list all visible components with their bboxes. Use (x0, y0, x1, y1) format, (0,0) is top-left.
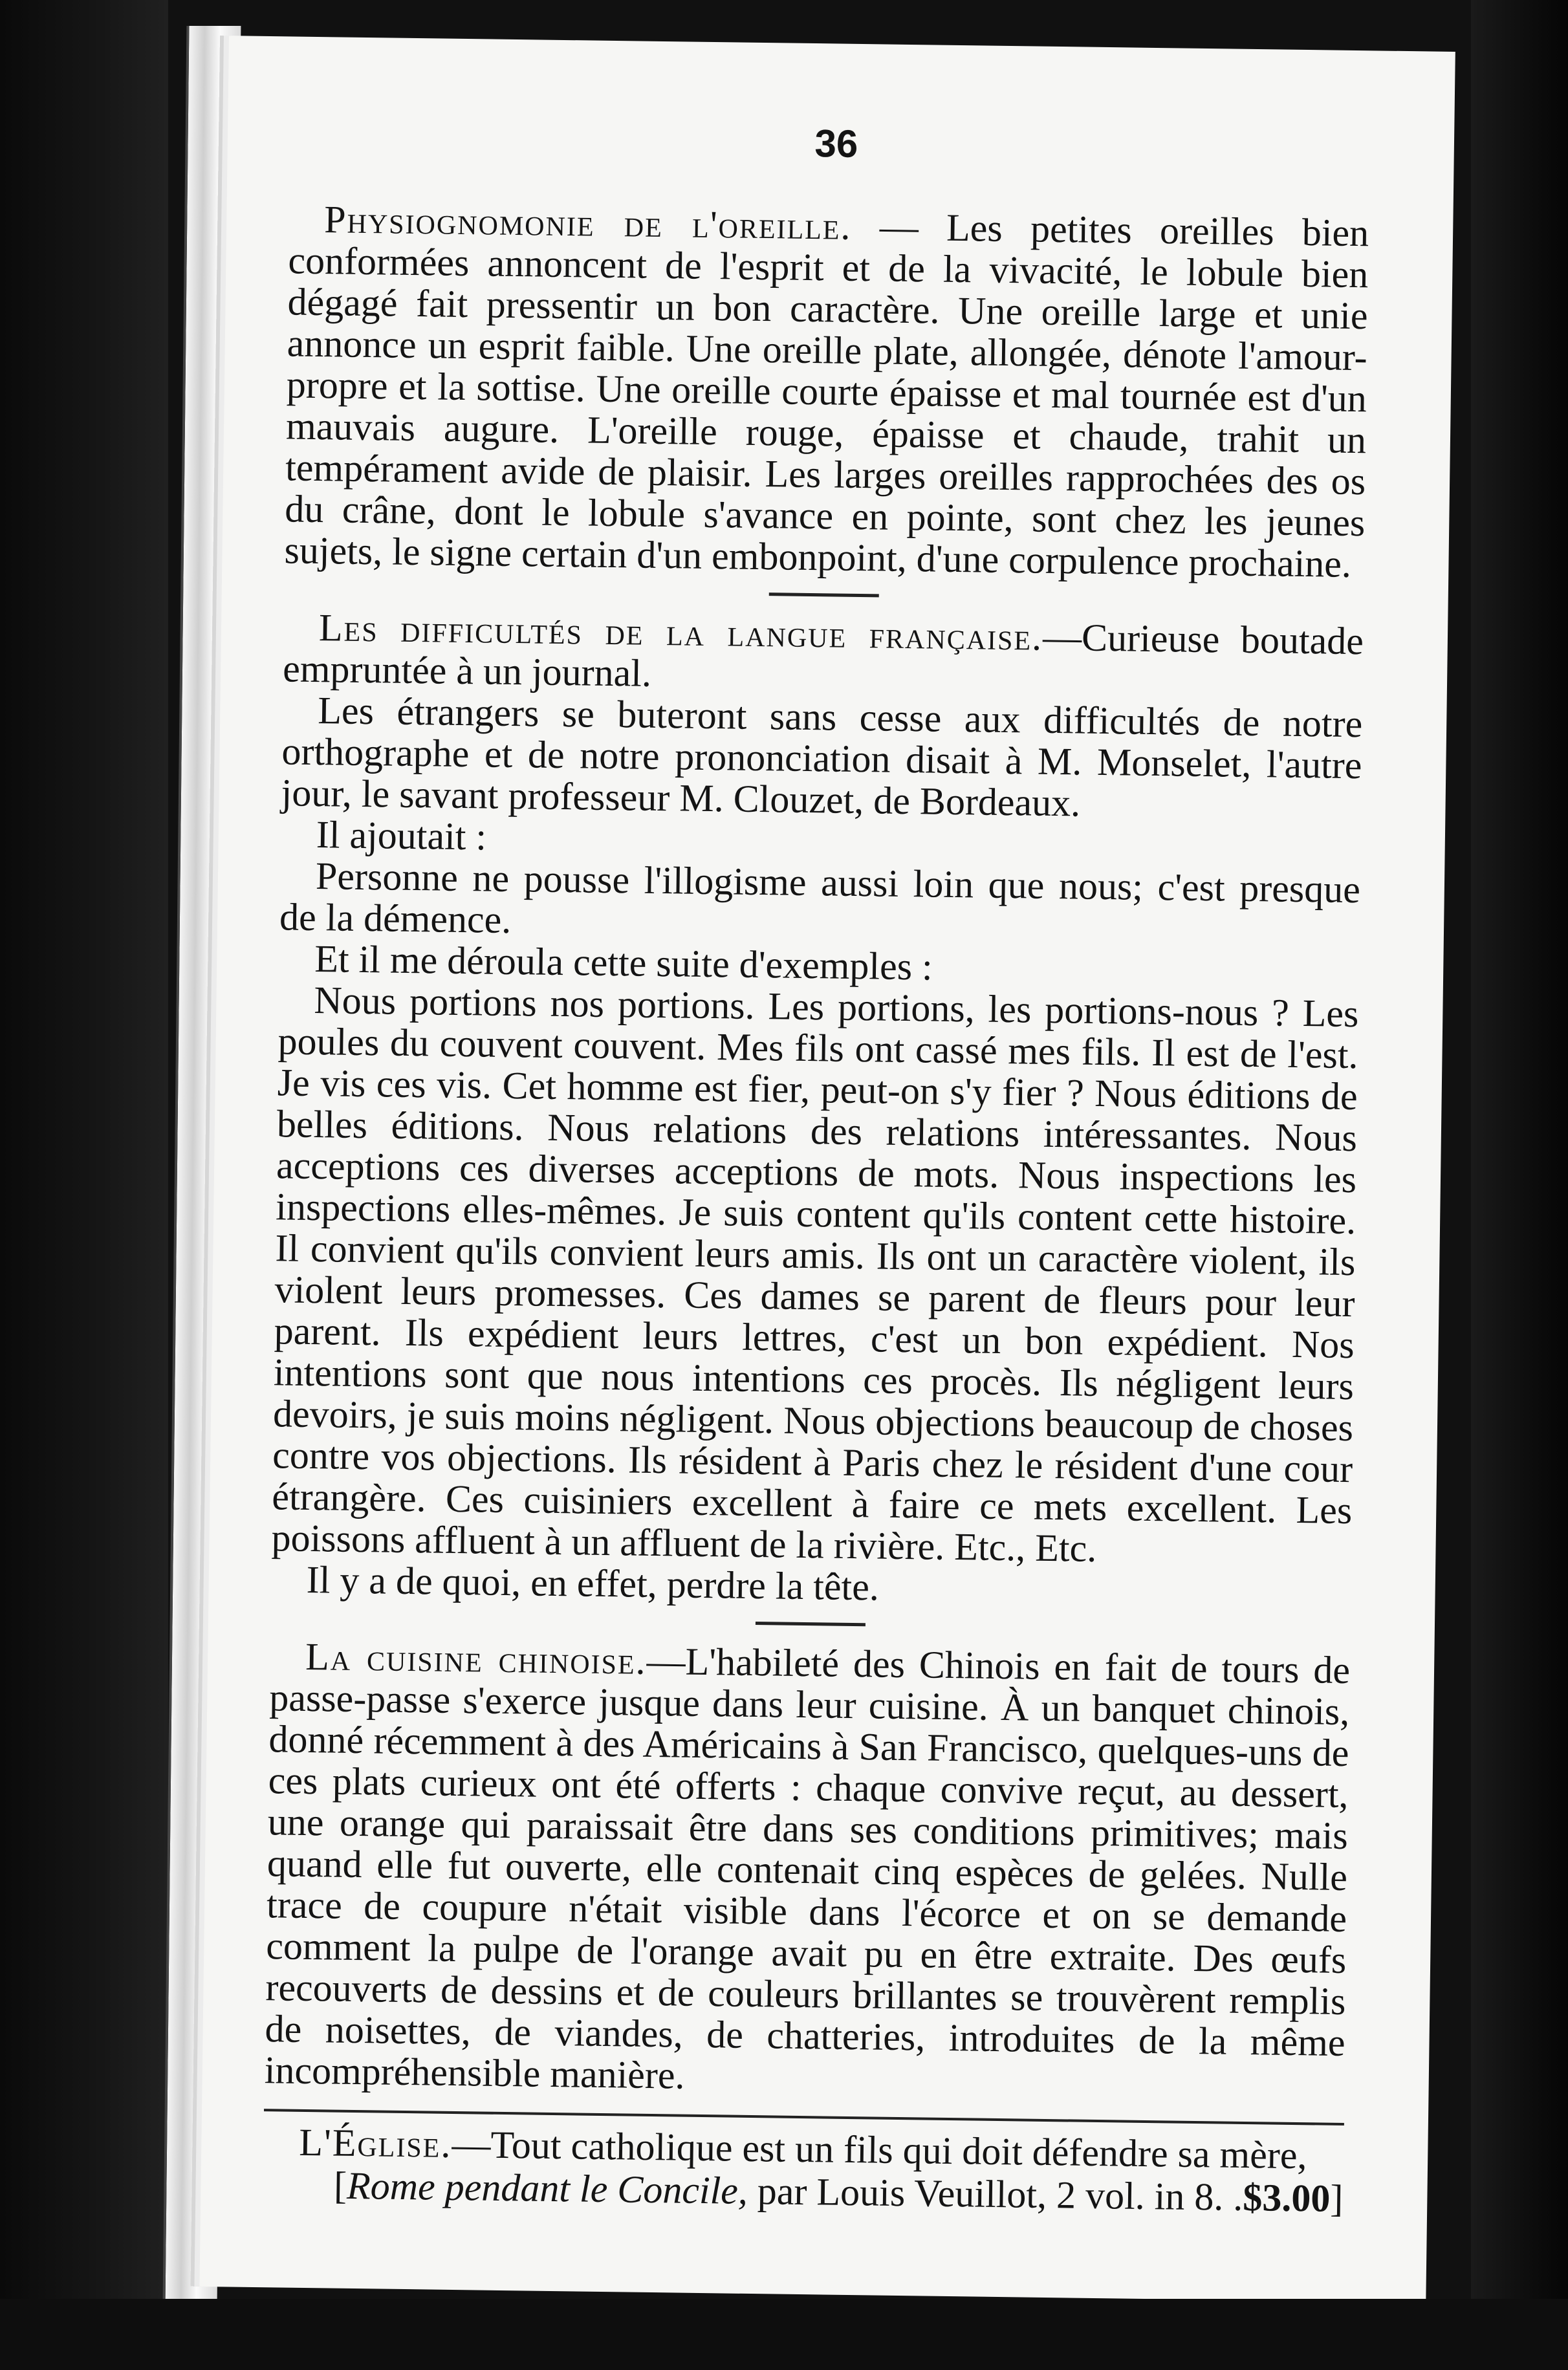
ear-physiognomy-paragraph (284, 198, 1369, 585)
ear-physiognomy-text: — Les petites oreilles bien conformées annoncent de l'esprit et de la vivacité, le lobule bien dégagé fait pressentir un bon caractère. Une oreille large et unie annonce un esprit faible. Une oreille plate, allongée, dénote l'amour-propre et la sottise. Une oreille courte épaisse et mal tournée est d'un mauvais augure. L'oreille rouge, épaisse et chaude, trahit un tempérament avide de plaisir. Les larges oreilles rapprochées des os du crâne, dont le lobule s'avance en pointe, sont chez les jeunes sujets, le signe certain d'un embonpoint, d'une corpulence prochaine. (284, 205, 1369, 585)
book-title: Rome pendant le Concile, (346, 2164, 748, 2212)
book-price: $3.00 (1242, 2175, 1331, 2220)
section-divider (756, 1622, 866, 1626)
bracket-close: ] (1329, 2177, 1344, 2221)
advertisement-text: —Tout catholique est un fils qui doit défendre sa mère, (452, 2122, 1307, 2177)
bracket-open: [ (333, 2164, 347, 2207)
language-difficulties-intro-text: —Curieuse boutade empruntée à un journal. (282, 615, 1364, 695)
language-paragraph-3: Personne ne pousse l'illogisme aussi loin que nous; c'est presque de la démence. (279, 854, 1361, 942)
language-difficulties-intro (283, 606, 1364, 703)
language-examples: Nous portions nos portions. Les portions, les portions-nous ? Les poules du couvent couvent. Mes fils ont cassé mes fils. Il est de l'est. Je vis ces vis. Cet homme est fier, peut-on s'y fier ? Nous éditions de belles éditions. Nous relations des relations intéressantes. Nous acceptions ces diverses acceptions de mots. Nous inspections les inspections elles-mêmes. Je suis content qu'ils content cette histoire. Il convient qu'ils convient leurs amis. Ils ont un caractère violent, ils violent leurs promesses. Ces dames se parent de fleurs pour leur parent. Ils expédient leurs lettres, c'est un bon expédient. Nos intentions sont que nous intentions ces procès. Ils négligent leurs devoirs, je suis moins négligent. Nous objections beaucoup de choses contre vos objections. Ils résident à Paris chez le résident d'une cour étrangère. Ces cuisiniers excellent à faire ce mets excellent. Les poissons affluent à un affluent de la rivière. Etc., Etc. (271, 979, 1359, 1570)
language-difficulties-heading: Les difficultés de la langue française. (318, 606, 1043, 658)
chinese-cooking-paragraph (264, 1635, 1350, 2105)
scan-background-bottom (0, 2299, 1568, 2370)
page-number: 36 (814, 122, 858, 166)
book-details: 2 vol. in 8. . (1056, 2173, 1243, 2219)
scan-background-right (1471, 0, 1568, 2370)
advertisement-heading: L'Église. (298, 2120, 452, 2166)
section-divider (769, 592, 879, 597)
chinese-cooking-text: —L'habileté des Chinois en fait de tours de passe-passe s'exerce jusque dans leur cuisine. À un banquet chinois, donné récemment à des Américains à San Francisco, quelques-uns de ces plats curieux ont été offerts : chaque convive reçut, au dessert, une orange qui paraissait être dans ses conditions primitives; mais quand elle fut ouverte, elle contenait cinq espèces de gelées. Nulle trace de coupure n'était visible dans l'écorce et on se demande comment la pulpe de l'orange avait pu en être extraite. Des œufs recouverts de dessins et de couleurs brillantes se trouvèrent remplis de noisettes, de viandes, de chatteries, introduites de la même incompréhensible manière. (264, 1639, 1351, 2097)
chinese-cooking-heading: La cuisine chinoise. (305, 1635, 648, 1682)
language-paragraph-4: Et il me déroula cette suite d'exemples : (314, 937, 933, 988)
book-advertisement (263, 2120, 1344, 2220)
ear-physiognomy-heading: Physiognomonie de l'oreille. (323, 198, 853, 248)
language-paragraph-1: Les étrangers se buteront sans cesse aux difficultés de notre orthographe et de notre prononciation disait à M. Monselet, l'autre jour, le savant professeur M. Clouzet, de Bordeaux. (281, 689, 1363, 825)
book-page (190, 36, 1455, 2303)
language-paragraph-2: Il ajoutait : (316, 813, 487, 858)
book-author: par Louis Veuillot, (757, 2169, 1047, 2217)
page-content (263, 198, 1369, 2220)
language-closing: Il y a de quoi, en effet, perdre la tête. (306, 1558, 880, 1609)
scan-background-left (0, 0, 168, 2370)
